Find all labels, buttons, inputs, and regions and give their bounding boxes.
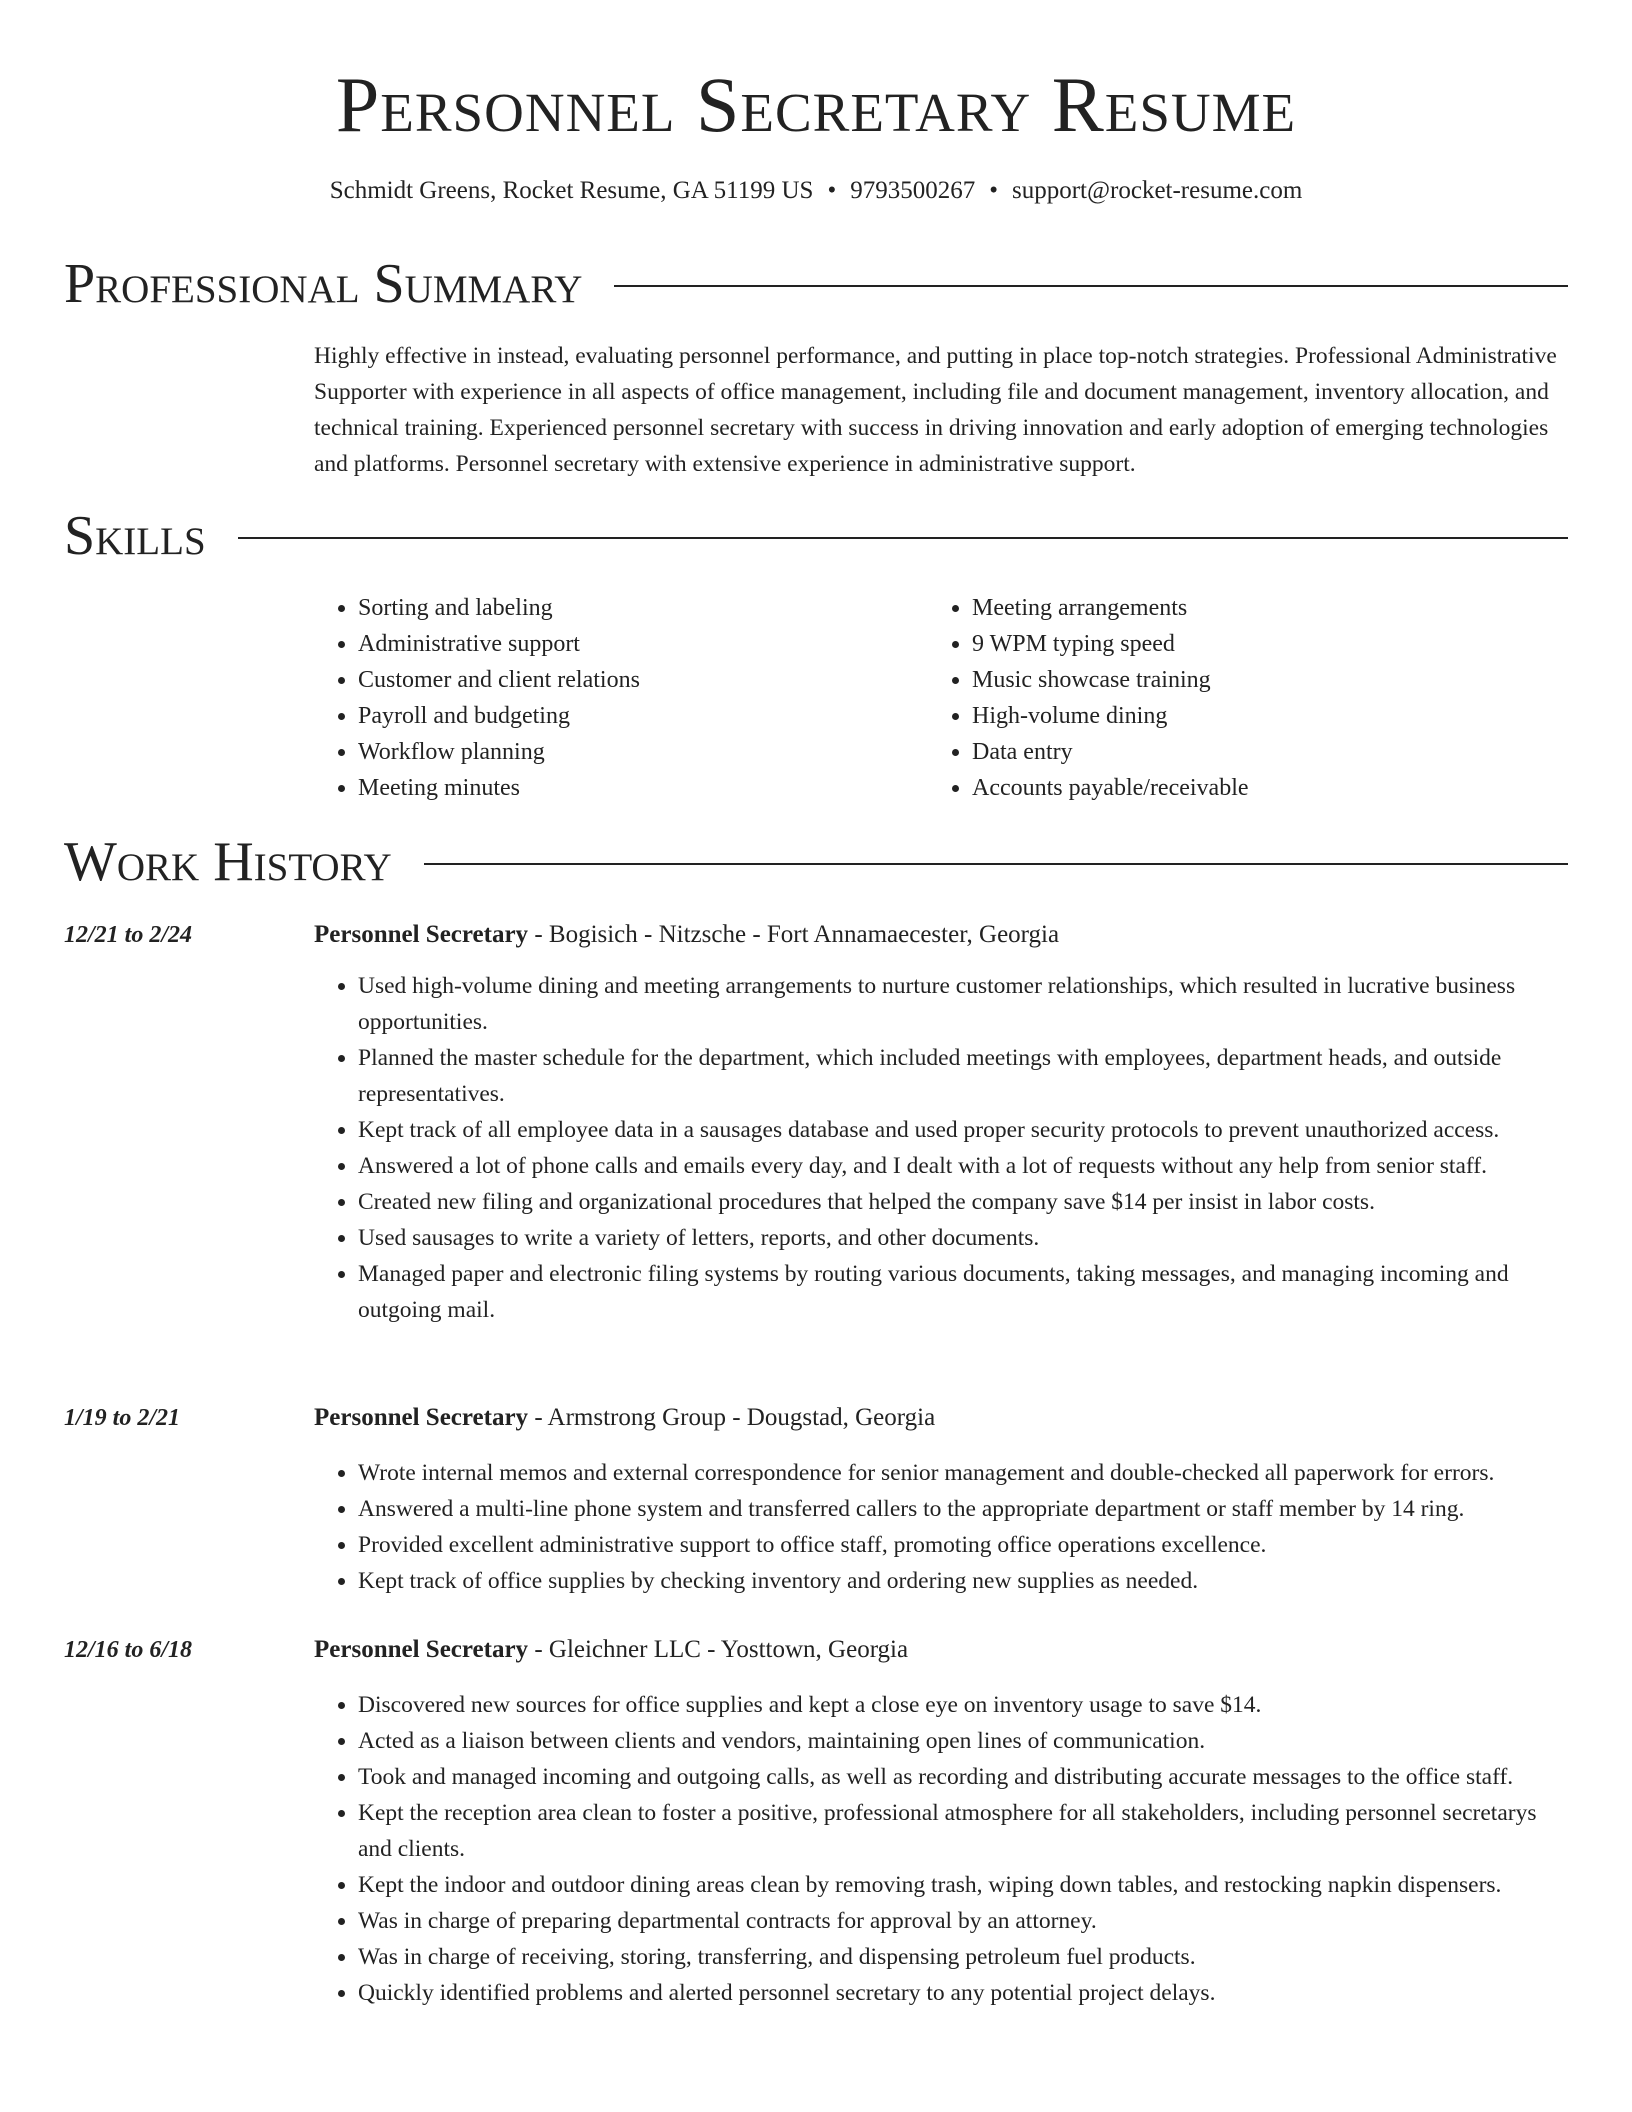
job-bullet: • Kept track of office supplies by checking inventory and ordering new supplies as needed. xyxy=(358,1563,1568,1599)
job-bullet: • Planned the master schedule for the department, which included meetings with employees, department heads, and outside representatives. xyxy=(358,1040,1568,1112)
job-title-line xyxy=(314,1400,935,1436)
section-title: Skills xyxy=(64,505,206,567)
job-dates: 12/21 to 2/24 xyxy=(64,922,193,948)
skill-item: • High-volume dining xyxy=(972,698,1249,734)
job-dates: 12/16 to 6/18 xyxy=(64,1637,193,1663)
job-bullet: • Used sausages to write a variety of letters, reports, and other documents. xyxy=(358,1220,1568,1256)
skill-item: • Workflow planning xyxy=(358,734,640,770)
job-bullet: • Quickly identified problems and alerted personnel secretary to any potential project delays. xyxy=(358,1975,1568,2011)
skill-item: • Payroll and budgeting xyxy=(358,698,640,734)
job-bullet: • Acted as a liaison between clients and vendors, maintaining open lines of communication. xyxy=(358,1723,1568,1759)
skill-item: • Music showcase training xyxy=(972,662,1249,698)
job-bullet: • Took and managed incoming and outgoing calls, as well as recording and distributing accurate messages to the office staff. xyxy=(358,1759,1568,1795)
summary-text: Highly effective in instead, evaluating personnel performance, and putting in place top-notch strategies. Professional Administrative Supporter with experience in all aspects of office management, including file and document management, inventory allocation, and technical training. Experienced personnel secretary with success in driving innovation and early adoption of emerging technologies and platforms. Personnel secretary with extensive experience in administrative support. xyxy=(314,343,1557,477)
skill-item: • Data entry xyxy=(972,734,1249,770)
resume-title: Personnel Secretary Resume xyxy=(335,61,1297,148)
contact-line xyxy=(0,174,1632,208)
skill-item: • Meeting arrangements xyxy=(972,590,1249,626)
job-title-line xyxy=(314,917,1059,953)
job-role: Personnel Secretary xyxy=(314,921,529,948)
skill-item: • Customer and client relations xyxy=(358,662,640,698)
skill-item: • Meeting minutes xyxy=(358,770,640,806)
job-bullet: • Was in charge of receiving, storing, transferring, and dispensing petroleum fuel products. xyxy=(358,1939,1568,1975)
job-role: Personnel Secretary xyxy=(314,1636,529,1663)
skill-item: • Accounts payable/receivable xyxy=(972,770,1249,806)
job-bullet: • Answered a lot of phone calls and emails every day, and I dealt with a lot of requests without any help from senior staff. xyxy=(358,1148,1568,1184)
skills-list-right xyxy=(928,590,1249,806)
section-title: Work History xyxy=(64,831,392,893)
contact-phone: 9793500267 xyxy=(850,177,976,204)
job-bullet: • Kept the reception area clean to foster a positive, professional atmosphere for all stakeholders, including personnel secretarys and clients. xyxy=(358,1795,1568,1867)
job-employer: - Gleichner LLC - Yosttown, Georgia xyxy=(528,1636,909,1663)
section-divider xyxy=(424,863,1568,865)
job-bullet: • Kept the indoor and outdoor dining areas clean by removing trash, wiping down tables, and restocking napkin dispensers. xyxy=(358,1867,1568,1903)
separator-dot: • xyxy=(827,177,837,204)
skill-item: • 9 WPM typing speed xyxy=(972,626,1249,662)
job-bullet-list xyxy=(314,1455,1568,1599)
section-divider xyxy=(614,285,1568,287)
section-header-work-history xyxy=(64,830,1568,894)
job-bullet-list xyxy=(314,1687,1568,2011)
job-bullet: • Wrote internal memos and external correspondence for senior management and double-checked all paperwork for errors. xyxy=(358,1455,1568,1491)
job-employer: - Armstrong Group - Dougstad, Georgia xyxy=(528,1404,936,1431)
job-role: Personnel Secretary xyxy=(314,1404,529,1431)
job-bullet: • Kept track of all employee data in a sausages database and used proper security protocols to prevent unauthorized access. xyxy=(358,1112,1568,1148)
separator-dot: • xyxy=(989,177,998,204)
section-divider xyxy=(238,537,1568,539)
section-title: Professional Summary xyxy=(64,253,583,315)
skill-item: • Sorting and labeling xyxy=(358,590,640,626)
contact-email: support@rocket-resume.com xyxy=(1012,177,1303,204)
job-employer: - Bogisich - Nitzsche - Fort Annamaecester, Georgia xyxy=(528,921,1060,948)
job-dates: 1/19 to 2/21 xyxy=(64,1405,181,1431)
job-bullet: • Answered a multi-line phone system and transferred callers to the appropriate department or staff member by 14 ring. xyxy=(358,1491,1568,1527)
contact-address: Schmidt Greens, Rocket Resume, GA 51199 US xyxy=(329,177,814,204)
skills-list-left xyxy=(314,590,640,806)
job-title-line xyxy=(314,1632,908,1668)
section-header-skills xyxy=(64,504,1568,568)
job-bullet: • Provided excellent administrative support to office staff, promoting office operations excellence. xyxy=(358,1527,1568,1563)
section-header-summary xyxy=(64,252,1568,316)
job-bullet-list xyxy=(314,968,1568,1328)
job-bullet: • Created new filing and organizational procedures that helped the company save $14 per insist in labor costs. xyxy=(358,1184,1568,1220)
job-bullet: • Managed paper and electronic filing systems by routing various documents, taking messages, and managing incoming and outgoing mail. xyxy=(358,1256,1568,1328)
job-bullet: • Was in charge of preparing departmental contracts for approval by an attorney. xyxy=(358,1903,1568,1939)
job-bullet: • Discovered new sources for office supplies and kept a close eye on inventory usage to save $14. xyxy=(358,1687,1568,1723)
job-bullet: • Used high-volume dining and meeting arrangements to nurture customer relationships, which resulted in lucrative business opportunities. xyxy=(358,968,1568,1040)
skill-item: • Administrative support xyxy=(358,626,640,662)
